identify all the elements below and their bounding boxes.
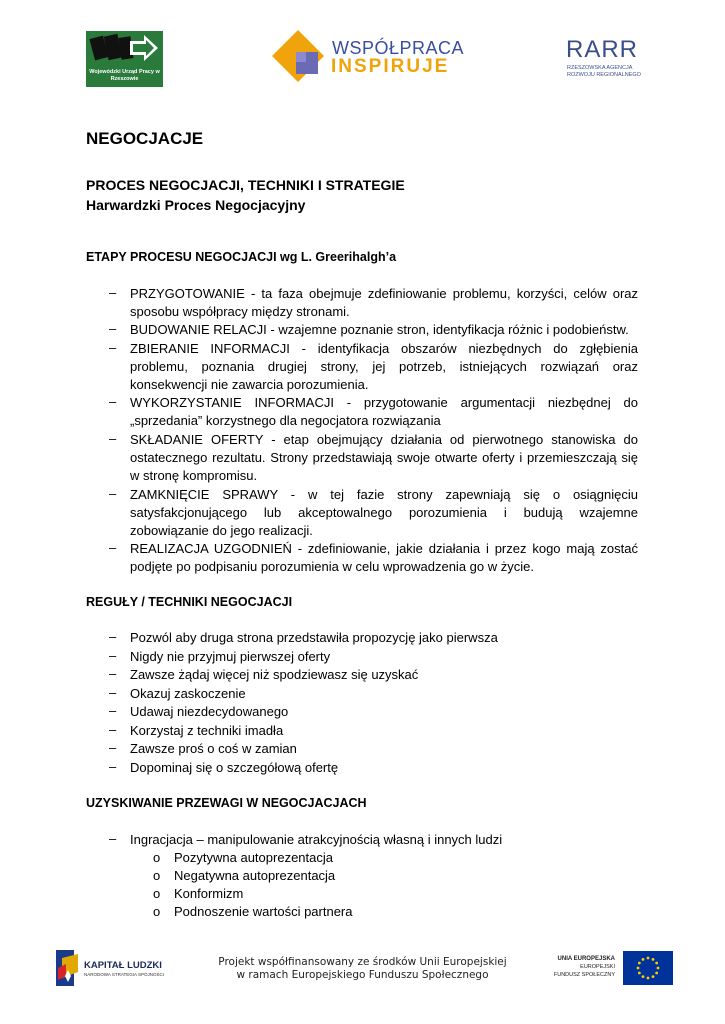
list-item: Nigdy nie przyjmuj pierwszej oferty (130, 649, 331, 664)
list-item: Pozwól aby druga strona przedstawiła propozycję jako pierwsza (130, 630, 498, 645)
sub-bullet: o (153, 850, 161, 865)
eu-star-icon (655, 962, 658, 965)
eu-logo-text (554, 955, 615, 979)
list-item: BUDOWANIE RELACJI - wzajemne poznanie stron, identyfikacja różnic i podobieństw. (130, 322, 629, 337)
eu-logo (540, 945, 675, 989)
kapital-ludzki-icon (52, 948, 82, 988)
list-item: Udawaj niezdecydowanego (130, 704, 289, 719)
rarr-logo (564, 36, 644, 82)
eu-star-icon (655, 972, 658, 975)
funding-note-line-1: Projekt współfinansowany ze środków Unii Europejskiej (218, 956, 507, 968)
section-heading-stages: ETAPY PROCESU NEGOCJACJI wg L. Greerihalgh’a (86, 250, 397, 264)
eu-star-icon (642, 975, 645, 978)
eu-title: UNIA EUROPEJSKA (557, 956, 615, 962)
eu-star-icon (642, 958, 645, 961)
list-item: REALIZACJA UZGODNIEŃ - zdefiniowanie, jakie działania i przez kogo mają zostać podjęte po podpisaniu porozumienia w celu wprowadzenia go w życie. (130, 541, 638, 575)
list-dash: – (109, 759, 117, 774)
list-dash: – (109, 431, 117, 446)
subtitle-line-1: PROCES NEGOCJACJI, TECHNIKI I STRATEGIE (86, 177, 405, 193)
list-dash: – (109, 685, 117, 700)
eu-flag-icon (623, 951, 673, 985)
rarr-logo-subtext: RZESZOWSKA AGENCJA ROZWOJU REGIONALNEGO (567, 65, 641, 78)
list-dash: – (109, 703, 117, 718)
sub-bullet: o (153, 904, 161, 919)
sub-bullet: o (153, 868, 161, 883)
list-item: Ingracjacja – manipulowanie atrakcyjnością własną i innych ludzi (130, 832, 503, 847)
wup-arrow-icon (86, 31, 163, 71)
eu-star-icon (638, 962, 641, 965)
list-dash: – (109, 648, 117, 663)
funding-note-line-2: w ramach Europejskiego Funduszu Społecznego (236, 969, 489, 981)
eu-line-2: EUROPEJSKI (580, 964, 615, 970)
list-item: Zawsze proś o coś w zamian (130, 741, 297, 756)
list-dash: – (109, 340, 117, 355)
sub-list-item: Pozytywna autoprezentacja (174, 850, 333, 865)
list-item: ZAMKNIĘCIE SPRAWY - w tej fazie strony zapewniają się o osiągnięciu satysfakcjonującego lub akceptowalnego porozumienia i budują wzajemne zobowiązanie do jego realizacji. (130, 487, 638, 539)
subtitle (86, 175, 405, 215)
list-dash: – (109, 666, 117, 681)
eu-line-3: FUNDUSZ SPOŁECZNY (553, 972, 615, 978)
kapital-ludzki-title: KAPITAŁ LUDZKI (84, 960, 162, 971)
section-heading-rules: REGUŁY / TECHNIKI NEGOCJACJI (86, 595, 293, 609)
eu-star-icon (637, 967, 640, 970)
list-dash: – (109, 722, 117, 737)
list-dash: – (109, 321, 117, 336)
list-item: WYKORZYSTANIE INFORMACJI - przygotowanie argumentacji niezbędnej do „sprzedania” korzystnego dla negocjatora rozwiązania (130, 395, 638, 429)
list-item: Dopominaj się o szczegółową ofertę (130, 760, 339, 775)
wspolpraca-logo-top: WSPÓŁPRACA (332, 38, 465, 58)
subtitle-line-2: Harwardzki Proces Negocjacyjny (86, 197, 306, 213)
funding-note (190, 956, 535, 982)
list-item: SKŁADANIE OFERTY - etap obejmujący działania od pierwotnego stanowiska do ostatecznego rezultatu. Strony przedstawiają swoje otwarte oferty i przemieszczają się w stronę kompromisu. (130, 432, 638, 484)
wup-logo (86, 31, 163, 87)
list-item: Okazuj zaskoczenie (130, 686, 246, 701)
list-dash: – (109, 486, 117, 501)
eu-star-icon (652, 958, 655, 961)
list-dash: – (109, 629, 117, 644)
eu-star-icon (657, 967, 660, 970)
list-item: Korzystaj z techniki imadła (130, 723, 284, 738)
list-item: Zawsze żądaj więcej niż spodziewasz się uzyskać (130, 667, 419, 682)
list-dash: – (109, 740, 117, 755)
section-heading-advantage: UZYSKIWANIE PRZEWAGI W NEGOCJACJACH (86, 796, 367, 810)
sub-list-item: Konformizm (174, 886, 244, 901)
page-title: NEGOCJACJE (86, 129, 204, 148)
eu-star-icon (652, 975, 655, 978)
sub-list-item: Podnoszenie wartości partnera (174, 904, 353, 919)
wup-logo-text: Wojewódzki Urząd Pracy w Rzeszowie (89, 69, 160, 82)
list-item: PRZYGOTOWANIE - ta faza obejmuje zdefiniowanie problemu, korzyści, celów oraz sposobu współpracy między stronami. (130, 286, 638, 320)
eu-star-icon (638, 972, 641, 975)
list-dash: – (109, 831, 117, 846)
wspolpraca-logo-bottom: INSPIRUJE (331, 56, 450, 77)
list-dash: – (109, 540, 117, 555)
list-dash: – (109, 285, 117, 300)
sub-list-item: Negatywna autoprezentacja (174, 868, 336, 883)
kapital-ludzki-logo (52, 948, 182, 988)
kapital-ludzki-subtitle: NARODOWA STRATEGIA SPÓJNOŚCI (84, 972, 165, 977)
list-dash: – (109, 394, 117, 409)
sub-bullet: o (153, 886, 161, 901)
eu-star-icon (647, 957, 650, 960)
diamond-logo-icon (272, 30, 328, 82)
rarr-logo-text: RARR (566, 36, 639, 63)
eu-star-icon (647, 977, 650, 980)
wspolpraca-logo (272, 30, 465, 82)
list-item: ZBIERANIE INFORMACJI - identyfikacja obszarów niezbędnych do zgłębienia problemu, poznania drugiej strony, jej potrzeb, istniejących rozwiązań oraz konsekwencji nie zawarcia porozumienia. (130, 341, 638, 393)
